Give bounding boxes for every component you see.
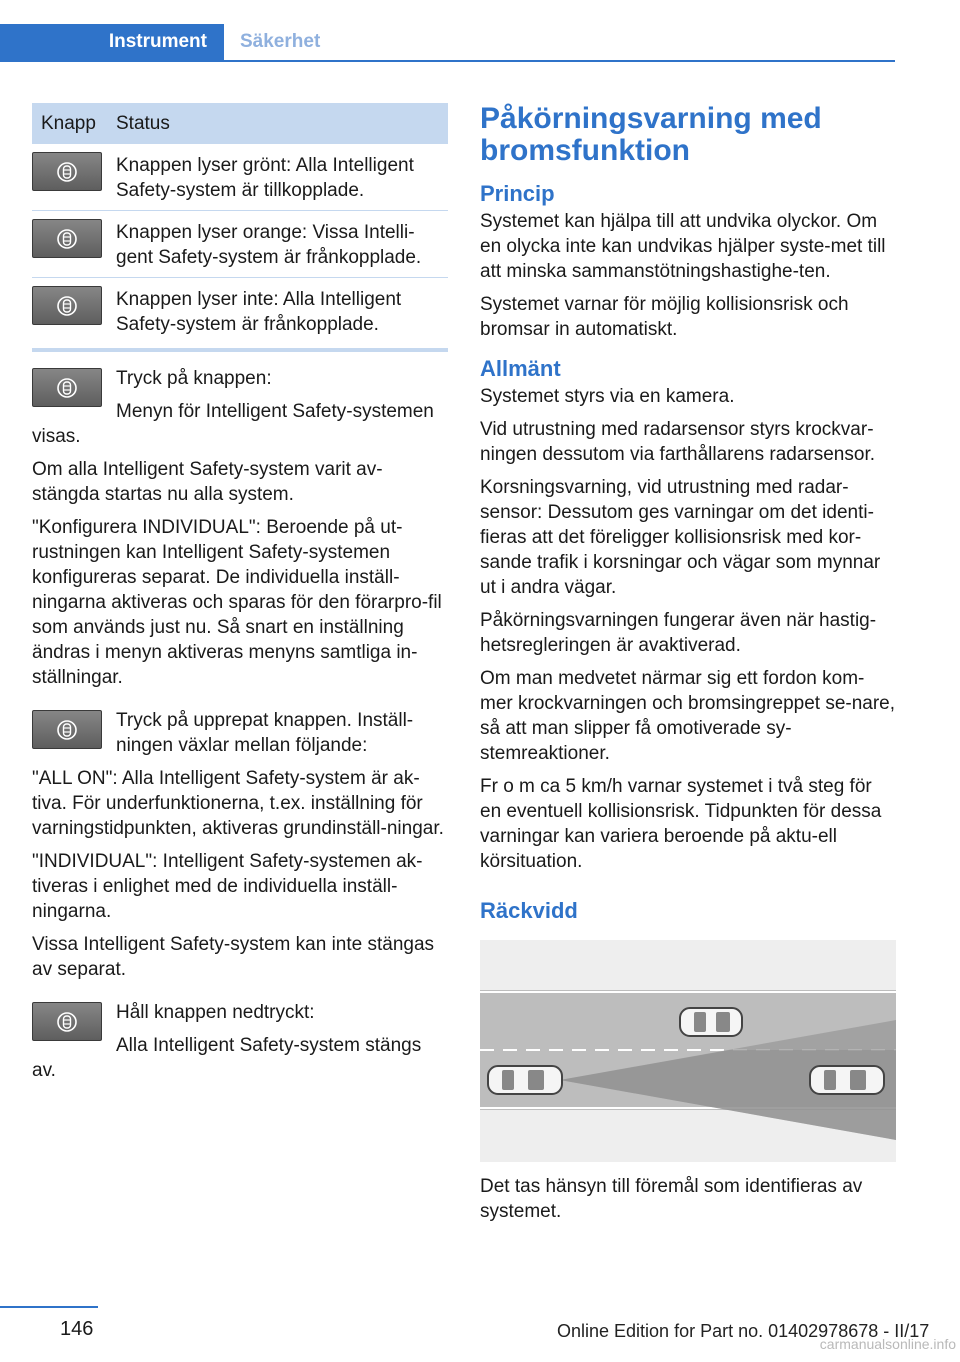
safety-button-icon — [32, 286, 102, 325]
instruction-hold: Håll knappen nedtryckt: — [116, 1002, 315, 1023]
subheading-principle: Princip — [480, 181, 555, 206]
header-divider — [0, 60, 895, 62]
tab-sakerhet[interactable]: Säkerhet — [240, 31, 321, 52]
paragraph: Fr o m ca 5 km/h varnar systemet i två steg för en eventuell kollisionsrisk. Tidpunkten för dessa varningar kan variera beroende på aktu‐ell körsituation. — [480, 776, 882, 872]
tab-instrument[interactable]: Instrument — [0, 24, 224, 60]
table-cell-status: Knappen lyser orange: Vissa Intelli‐gent Safety-system är frånkopplade. — [116, 222, 422, 268]
paragraph: Om alla Intelligent Safety-system varit av‐stängda startas nu alla system. — [32, 459, 383, 505]
paragraph: "ALL ON": Alla Intelligent Safety-system är ak‐tiva. För underfunktionerna, t.ex. inställning för varningstidpunkten, aktiveras grundinställ‐ningar. — [32, 768, 444, 839]
subheading-general: Allmänt — [480, 356, 561, 381]
column-header-button: Knapp — [41, 113, 96, 134]
table-bottom-rule — [32, 348, 448, 352]
table-row — [32, 144, 448, 211]
car-icon — [488, 1066, 562, 1094]
instruction-press-repeat: Tryck på upprepat knappen. Inställ‐ningen växlar mellan följande: — [116, 710, 414, 756]
paragraph: Vid utrustning med radarsensor styrs krockvar‐ningen dessutom via farthållarens radarsensor. — [480, 419, 876, 465]
paragraph: "INDIVIDUAL": Intelligent Safety-systemen ak‐tiveras i enlighet med de individuella inställ‐ningarna. — [32, 851, 423, 922]
safety-button-icon — [32, 219, 102, 258]
paragraph: Vissa Intelligent Safety-system kan inte stängas av separat. — [32, 934, 435, 980]
edition-text: Online Edition for Part no. 01402978678 - II/17 — [557, 1321, 930, 1341]
car-icon — [810, 1066, 884, 1094]
button-status-table — [32, 103, 448, 352]
paragraph: "Konfigurera INDIVIDUAL": Beroende på ut‐rustningen kan Intelligent Safety-systemen konfigureras separat. De individuella inställ‐ningarna aktiveras och sparas för den förarpro‐fil som används just nu. Så snart en inställning ändras i menyn aktiveras menyns samtliga in‐ställningar. — [32, 517, 442, 688]
paragraph: Systemet kan hjälpa till att undvika olyckor. Om en olycka inte kan undvikas hjälper syste‐met till att minska sammanstötningshastighe‐ten. — [480, 211, 886, 282]
paragraph: Om man medvetet närmar sig ett fordon kom‐mer krockvarningen och bromsingreppet se‐nare, så att man slipper få omotiverade sy‐stemreaktioner. — [480, 668, 896, 764]
instruction-result: Alla Intelligent Safety-system stängs av. — [32, 1035, 422, 1081]
range-illustration — [480, 940, 896, 1162]
paragraph: Systemet varnar för möjlig kollisionsrisk och bromsar in automatiskt. — [480, 294, 849, 340]
safety-button-icon — [32, 1002, 102, 1041]
section-title: Påkörningsvarning med bromsfunktion — [480, 102, 822, 167]
paragraph: Systemet styrs via en kamera. — [480, 386, 735, 407]
paragraph: Påkörningsvarningen fungerar även när hastig‐hetsregleringen är avaktiverad. — [480, 610, 877, 656]
column-header-status: Status — [116, 113, 170, 134]
left-column — [32, 366, 448, 1091]
table-header — [32, 103, 448, 144]
watermark: carmanualsonline.info — [819, 1336, 956, 1352]
safety-button-icon — [32, 368, 102, 407]
right-column — [480, 103, 896, 1232]
table-row — [32, 211, 448, 278]
footer-divider — [0, 1306, 98, 1308]
car-icon — [680, 1008, 742, 1036]
figure-caption: Det tas hänsyn till föremål som identifieras av systemet. — [480, 1176, 863, 1222]
instruction-press: Tryck på knappen: — [116, 368, 272, 389]
table-row — [32, 278, 448, 344]
table-cell-status: Knappen lyser grönt: Alla Intelligent Safety-system är tillkopplade. — [116, 155, 414, 201]
safety-button-icon — [32, 152, 102, 191]
paragraph: Korsningsvarning, vid utrustning med radar‐sensor: Dessutom ges varningar om det identi‐fieras att det föreligger kollisionsrisk med kor‐sande trafik i korsningar och vägar som mynnar ut i andra vägar. — [480, 477, 881, 598]
safety-button-icon — [32, 710, 102, 749]
subheading-range: Räckvidd — [480, 898, 578, 923]
instruction-result: Menyn för Intelligent Safety-systemen visas. — [32, 401, 434, 447]
page-header — [0, 24, 895, 62]
page-number: 146 — [60, 1318, 94, 1340]
table-cell-status: Knappen lyser inte: Alla Intelligent Safety-system är frånkopplade. — [116, 289, 402, 335]
